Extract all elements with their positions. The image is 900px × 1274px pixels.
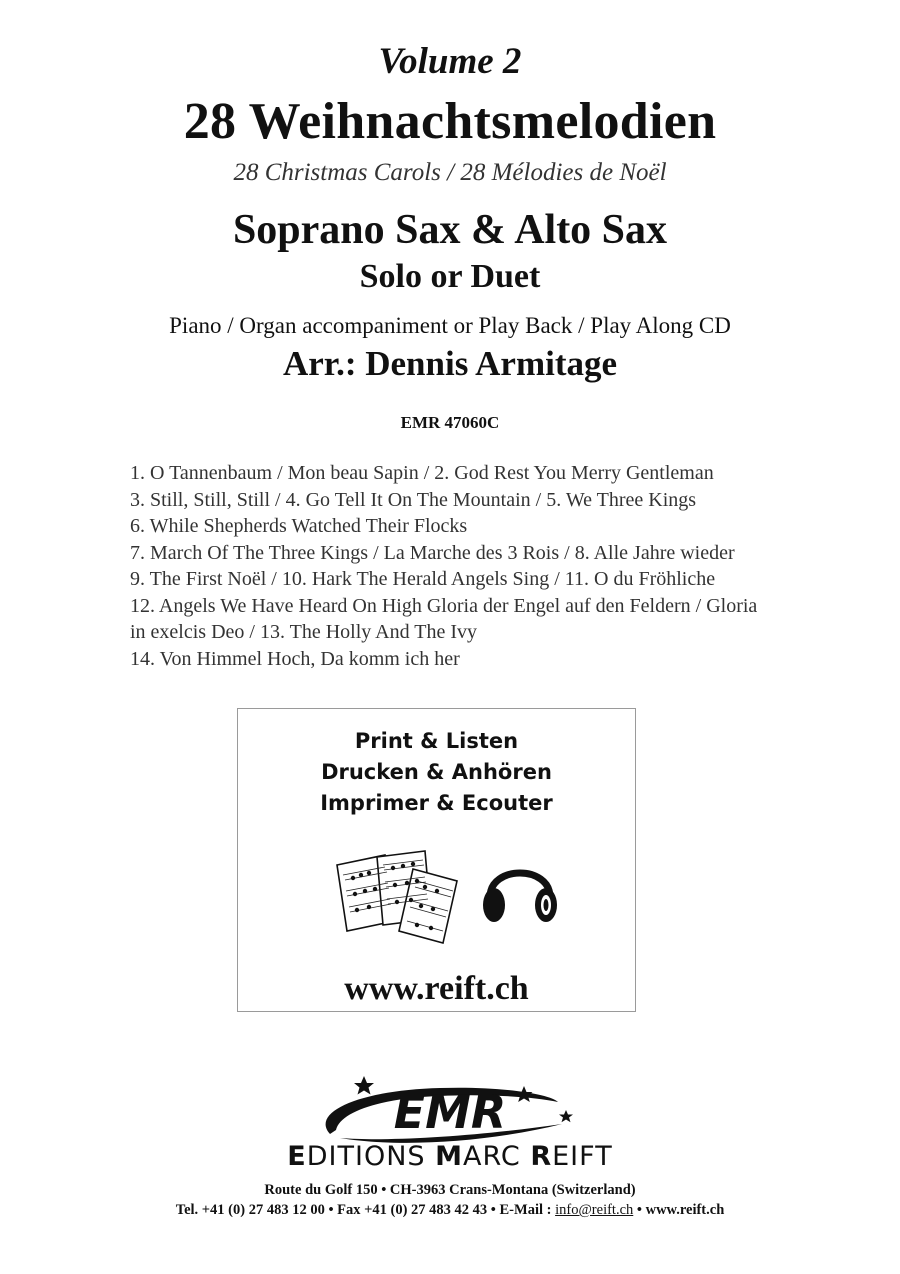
- contents-line: 6. While Shepherds Watched Their Flocks: [130, 515, 468, 537]
- sheet-music-icon: [333, 847, 468, 947]
- contents-line: 3. Still, Still, Still / 4. Go Tell It On The Mountain / 5. We Three Kings: [130, 488, 697, 511]
- contact-phone-fax: Tel. +41 (0) 27 483 12 00 • Fax +41 (0) 27 483 42 43 • E-Mail :: [175, 1202, 556, 1218]
- contents-line: 14. Von Himmel Hoch, Da komm ich her: [130, 647, 460, 670]
- accompaniment-note: Piano / Organ accompaniment or Play Back / Play Along CD: [169, 313, 731, 338]
- email-link[interactable]: info@reift.ch: [555, 1202, 634, 1218]
- print-and-listen-box: [237, 708, 636, 1012]
- page-title: 28 Weihnachtsmelodien: [183, 93, 717, 150]
- publisher-contact: [0, 1200, 900, 1220]
- arranger-credit: Arr.: Dennis Armitage: [282, 344, 618, 383]
- promo-line-german: Drucken & Anhören: [321, 760, 552, 784]
- contents-line: 12. Angels We Have Heard On High Gloria der Engel auf den Feldern / Gloria: [130, 594, 758, 617]
- promo-line-english: Print & Listen: [354, 729, 519, 753]
- contents-line: 1. O Tannenbaum / Mon beau Sapin / 2. God Rest You Merry Gentleman: [130, 462, 714, 484]
- subtitle: 28 Christmas Carols / 28 Mélodies de Noël: [233, 159, 667, 186]
- contents-line: 7. March Of The Three Kings / La Marche des 3 Rois / 8. Alle Jahre wieder: [130, 541, 735, 564]
- website-url[interactable]: www.reift.ch: [344, 970, 529, 1007]
- instrumentation-heading: Soprano Sax & Alto Sax: [232, 207, 668, 253]
- promo-line-french: Imprimer & Ecouter: [320, 791, 553, 815]
- headphones-icon: [480, 851, 560, 931]
- contact-website: • www.reift.ch: [633, 1202, 725, 1218]
- format-heading: Solo or Duet: [359, 258, 541, 295]
- publisher-name: EDITIONS MARC REIFT: [287, 1141, 613, 1172]
- publisher-address: Route du Golf 150 • CH-3963 Crans-Montana (Switzerland): [264, 1182, 636, 1198]
- contents-line: 9. The First Noël / 10. Hark The Herald Angels Sing / 11. O du Fröhliche: [130, 568, 716, 590]
- contents-list: [130, 460, 860, 672]
- volume-label: Volume 2: [378, 41, 522, 82]
- catalog-number: EMR 47060C: [400, 413, 500, 432]
- svg-text:EMR: EMR: [393, 1085, 507, 1139]
- contents-line: in exelcis Deo / 13. The Holly And The Ivy: [130, 621, 477, 643]
